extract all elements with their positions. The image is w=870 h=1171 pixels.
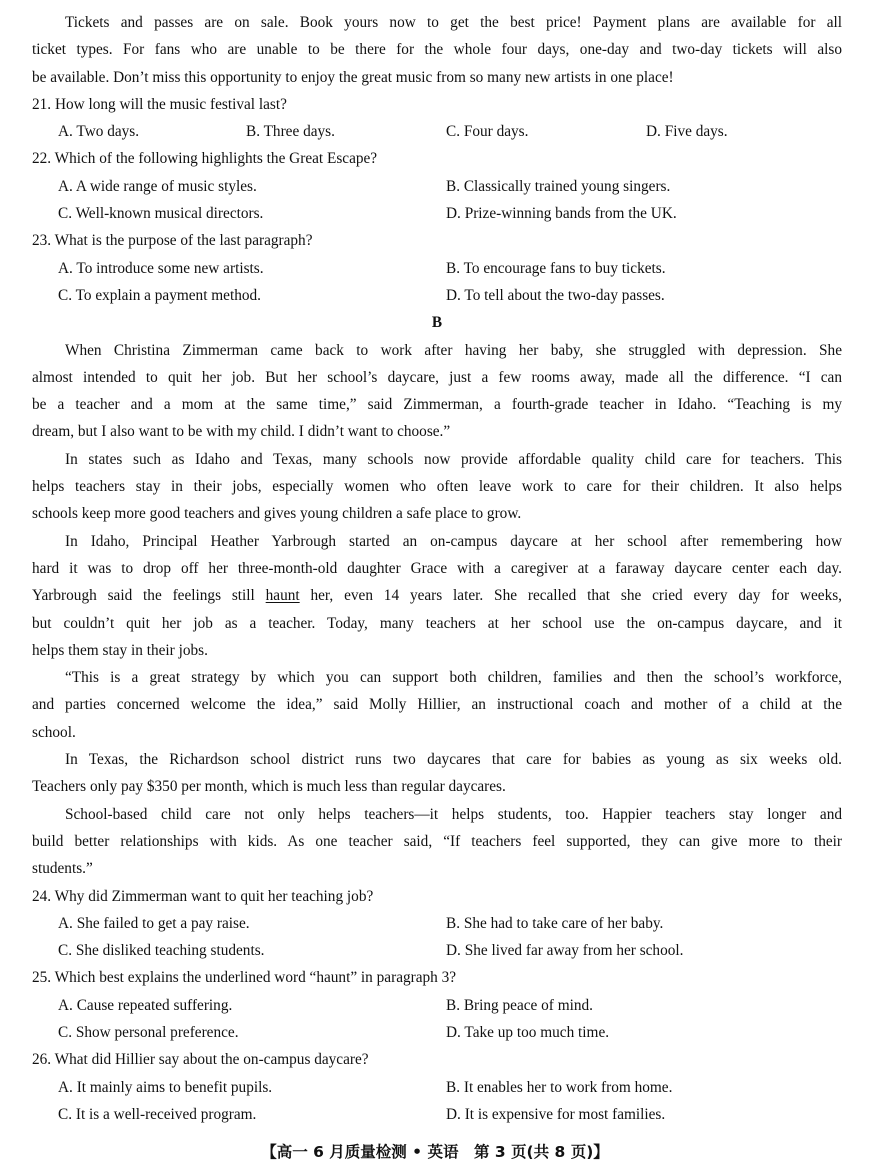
passage-b-paragraph-4 (32, 664, 842, 746)
option-d: D. To tell about the two-day passes. (446, 286, 665, 304)
option-b: B. To encourage fans to buy tickets. (446, 259, 666, 277)
options-row (32, 992, 842, 1019)
option-d: D. Take up too much time. (446, 1023, 610, 1041)
text-line: build better relationships with kids. As one teacher said, “If teachers feel supported, they can give more to their (32, 832, 842, 850)
question-stem: 25. Which best explains the underlined word “haunt” in paragraph 3? (32, 969, 457, 987)
option-a: A. Two days. (58, 123, 140, 141)
options-row (32, 282, 842, 309)
option-c: C. She disliked teaching students. (58, 942, 265, 960)
option-c: C. To explain a payment method. (58, 286, 261, 304)
passage-b-paragraph-2 (32, 446, 842, 528)
text-line: In Idaho, Principal Heather Yarbrough started an on-campus daycare at her school after remembering how (65, 532, 842, 550)
question-26 (32, 1046, 842, 1128)
option-a: A. To introduce some new artists. (58, 259, 264, 277)
text-span: her, even 14 years later. She recalled that she cried every day for weeks, (299, 587, 842, 605)
question-stem: 24. Why did Zimmerman want to quit her teaching job? (32, 887, 374, 905)
option-b: B. She had to take care of her baby. (446, 914, 664, 932)
option-c: C. It is a well-received program. (58, 1105, 257, 1123)
option-d: D. It is expensive for most families. (446, 1105, 666, 1123)
text-line: In states such as Idaho and Texas, many schools now provide affordable quality child care for teachers. This (65, 450, 842, 468)
text-line: “This is a great strategy by which you can support both children, families and then the school’s workforce, (65, 669, 842, 687)
page-content (32, 9, 842, 1128)
question-23 (32, 227, 842, 309)
text-line: school. (32, 723, 76, 741)
section-b-heading: B (431, 314, 443, 332)
text-line: and parties concerned welcome the idea,” said Molly Hillier, an instructional coach and mother of a child at the (32, 696, 842, 714)
question-21 (32, 91, 842, 146)
question-stem: 21. How long will the music festival last? (32, 95, 287, 113)
question-stem: 23. What is the purpose of the last paragraph? (32, 232, 313, 250)
text-line: In Texas, the Richardson school district runs two daycares that care for babies as young as six weeks old. (65, 751, 842, 769)
passage-b-paragraph-6 (32, 801, 842, 883)
text-line: students.” (32, 860, 93, 878)
options-row (32, 173, 842, 200)
option-a: A. She failed to get a pay raise. (58, 914, 250, 932)
passage-b-paragraph-1 (32, 337, 842, 446)
underlined-word-haunt: haunt (265, 587, 300, 605)
text-line: ticket types. For fans who are unable to be there for the whole four days, one-day and two-day tickets will also (32, 41, 842, 59)
text-line: Teachers only pay $350 per month, which is much less than regular daycares. (32, 778, 506, 796)
option-a: A. A wide range of music styles. (58, 177, 257, 195)
option-b: B. Bring peace of mind. (446, 996, 593, 1014)
options-row (32, 118, 842, 145)
options-row (32, 1019, 842, 1046)
option-d: D. Prize-winning bands from the UK. (446, 205, 677, 223)
text-line (32, 582, 842, 609)
option-a: A. It mainly aims to benefit pupils. (58, 1078, 273, 1096)
option-b: B. Classically trained young singers. (446, 177, 671, 195)
question-24 (32, 883, 842, 965)
text-line: School-based child care not only helps teachers—it helps students, too. Happier teachers stay longer and (65, 805, 842, 823)
option-c: C. Show personal preference. (58, 1023, 239, 1041)
option-a: A. Cause repeated suffering. (58, 996, 233, 1014)
text-line: When Christina Zimmerman came back to work after having her baby, she struggled with depression. She (65, 341, 842, 359)
text-span: Yarbrough said the feelings still (32, 587, 266, 605)
option-c: C. Four days. (446, 123, 529, 141)
text-line: be available. Don’t miss this opportunity to enjoy the great music from so many new artists in one place! (32, 68, 674, 86)
passage-b-paragraph-3 (32, 528, 842, 664)
options-row (32, 255, 842, 282)
question-25 (32, 964, 842, 1046)
text-line: Tickets and passes are on sale. Book yours now to get the best price! Payment plans are available for all (65, 14, 842, 31)
question-stem: 22. Which of the following highlights the Great Escape? (32, 150, 378, 168)
option-c: C. Well-known musical directors. (58, 205, 264, 223)
option-b: B. Three days. (246, 123, 335, 141)
question-22 (32, 145, 842, 227)
option-d: D. Five days. (646, 123, 728, 141)
text-line: be a teacher and a mom at the same time,” said Zimmerman, a fourth-grade teacher in Idaho. “Teaching is my (32, 396, 842, 414)
page-footer: 【高一 6 月质量检测 • 英语 第 3 页(共 8 页)】 (261, 1143, 609, 1161)
text-line: hard it was to drop off her three-month-old daughter Grace with a caregiver at a faraway daycare center each day. (32, 559, 842, 577)
options-row (32, 1101, 842, 1128)
option-d: D. She lived far away from her school. (446, 942, 684, 960)
option-b: B. It enables her to work from home. (446, 1078, 673, 1096)
passage-b-paragraph-5 (32, 746, 842, 801)
passage-a-last-paragraph (32, 9, 842, 91)
text-line: almost intended to quit her job. But her school’s daycare, just a few rooms away, made all the difference. “I can (32, 368, 842, 386)
text-line: helps them stay in their jobs. (32, 641, 208, 659)
text-line: but couldn’t quit her job as a teacher. Today, many teachers at her school use the on-campus daycare, and it (32, 614, 842, 632)
options-row (32, 910, 842, 937)
text-line: dream, but I also want to be with my child. I didn’t want to choose.” (32, 423, 451, 441)
options-row (32, 937, 842, 964)
question-stem: 26. What did Hillier say about the on-campus daycare? (32, 1051, 369, 1069)
options-row (32, 1074, 842, 1101)
options-row (32, 200, 842, 227)
text-line: helps teachers stay in their jobs, especially women who often leave work to care for their children. It also helps (32, 478, 842, 496)
text-line: schools keep more good teachers and gives young children a safe place to grow. (32, 505, 522, 523)
